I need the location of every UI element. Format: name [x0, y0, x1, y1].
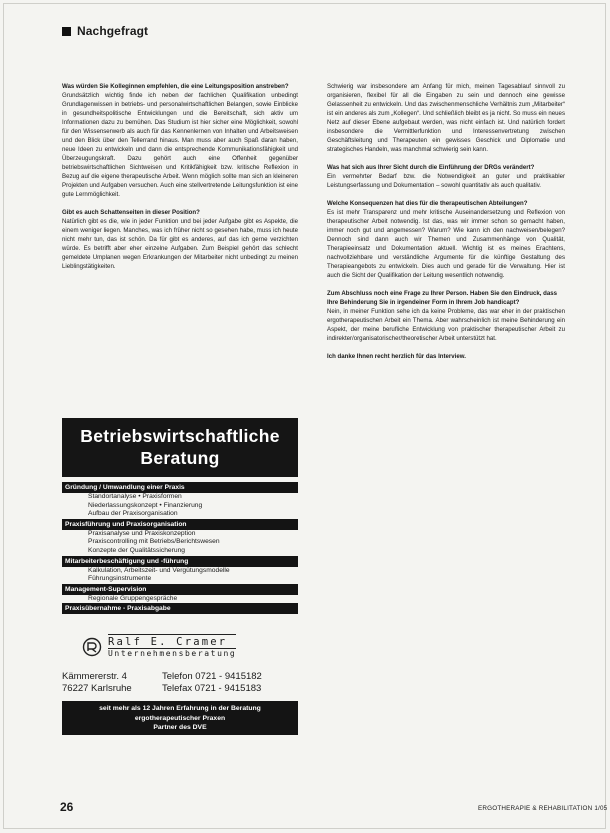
ad-footer-line: Partner des DVE	[153, 723, 207, 731]
service-items	[62, 567, 298, 584]
service-item: Niederlassungskonzept • Finanzierung	[88, 501, 203, 509]
service-category: Management-Supervision	[62, 584, 298, 595]
square-bullet-icon	[62, 27, 71, 36]
address-block	[62, 671, 298, 695]
service-item: Führungsinstrumente	[88, 575, 152, 583]
answer: Schwierig war insbesondere am Anfang für mich, meinen Tagesablauf sinnvoll zu organisieren, flexibel für all die Eingaben zu sein und dennoch eine gewisse Gelassenheit zu entwickeln. Und das zwischenmenschliche Verhältnis zum „Mitarbeiter“ ist ein anderes als zum „Kollegen“. Und schließlich bleibt es ja nicht. So muss ein neues Netz auf dieser Ebene aufgebaut werden, was nicht einfach ist. Und natürlich fordert insbesondere die Vermittlerfunktion und Interessenvertretung zwischen Geschäftsleitung und Therapeuten ein gewisses Geschick und Diplomatie und strategisches Handeln, was manchmal schwierig sein kann.	[327, 83, 565, 153]
section-header	[62, 24, 148, 38]
company-subtitle: Unternehmensberatung	[108, 649, 237, 659]
question: Zum Abschluss noch eine Frage zu Ihrer Person. Haben Sie den Eindruck, dass Ihre Behinderung Sie in irgendeiner Form in Ihrem Job handicapt?	[327, 290, 558, 306]
qa-block	[327, 352, 565, 361]
phone: Telefon 0721 - 9415182	[162, 671, 262, 683]
answer: Nein, in meiner Funktion sehe ich da keine Probleme, das war eher in der praktischen ergotherapeutischen Arbeit ein Thema. Aber wahrscheinlich ist meine Behinderung ein Aspekt, der meine berufliche Entwicklung von praktischer therapeutischer Arbeit zu indirekter/organisatorischer/theoretischer Arbeit unterstützt hat.	[327, 308, 565, 342]
answer: Natürlich gibt es die, wie in jeder Funktion und bei jeder Aufgabe gibt es Aspekte, die einem weniger liegen. Manches, was ich früher nicht so gesehen habe, muss ich heute nicht mehr tun, das ist schön. Da für gibt es anderes, auf das ich gerne verzichten würde. Es betrifft aber eher einzelne Aufgaben. Zum Beispiel gehört das schlecht gemeldete Umplanen wegen Erkrankungen der Mitarbeiter nicht unbedingt zu meinen Lieblingstätigkeiten.	[62, 218, 298, 270]
left-column	[62, 82, 298, 280]
service-item: Praxiscontrolling mit Betriebs/Berichtswesen	[88, 538, 220, 546]
service-item: Aufbau der Praxisorganisation	[88, 510, 178, 518]
company-block	[82, 634, 298, 659]
ad-footer-line: seit mehr als 12 Jahren Erfahrung in der Beratung	[99, 705, 261, 713]
question: Gibt es auch Schattenseiten in dieser Position?	[62, 209, 200, 216]
company-text	[108, 634, 236, 659]
service-items	[62, 493, 298, 519]
qa-block	[327, 82, 565, 154]
advertisement	[62, 418, 298, 735]
service-item: Kalkulation, Arbeitszeit- und Vergütungsmodelle	[88, 566, 230, 574]
qa-block	[62, 82, 298, 199]
city: 76227 Karlsruhe	[62, 683, 132, 695]
service-item: Regionale Gruppengespräche	[88, 594, 178, 602]
service-item: Standortanalyse • Praxisformen	[88, 493, 182, 500]
answer: Grundsätzlich wichtig finde ich neben der fachlichen Qualifikation unbedingt Grundlagenwissen in betriebs- und personalwirtschaftlichen Belangen, sowie Einblicke in gesundheitspolitische Entwicklungen und die Bereitschaft, sich aktiv um Informationen dazu zu bemühen. Das Studium ist hier sicher eine Möglichkeit, sowohl für den Wissenserwerb als auch für das Kennenlernen von Inhalten und Arbeitsweisen und den Blick über den Tellerrand hinaus. Man muss aber auch Spaß daran haben, neue Ideen zu entwickeln und dann die entsprechende Kommunikationsfähigkeit und Überzeugungskraft. Dazu gehört auch eine Offenheit gegenüber betriebswirtschaftlichen Sichtweisen und Kritikfähigkeit bzw. kritische Reflexion in Bezug auf die eigene therapeutische Arbeit. Wenn möglich sollte man sich an kleineren Projekten und Aufgaben versuchen. Auch eine stellvertretende Leitungsfunktion ist eine gute Lernmöglichkeit.	[62, 92, 298, 198]
street: Kämmererstr. 4	[62, 671, 127, 683]
company-name: Ralf E. Cramer	[108, 634, 236, 649]
ad-headline-line-2: Beratung	[140, 448, 220, 468]
service-category: Praxisübernahme - Praxisabgabe	[62, 603, 298, 614]
answer: Es ist mehr Transparenz und mehr kritische Auseinandersetzung und Reflexion von therapeutischer Arbeit notwendig. Ist das, was wir immer schon so gemacht haben, immer noch gut und angemessen? Warum? Wie kann ich den nachweisen/belegen? Dennoch sind dann auch wir Themen und Zusammenhänge von Qualität, Therapieeinsatz und Dokumentation aktuell. Wichtig ist es meines Erachtens, nachvollziehbare und verständliche Argumente für die künftige Gestaltung des Therapieangebots zu entwickeln. Dies auch und gerade für die Verwaltung. Hier ist auch die Sicht der Qualifikation der Leitung wesentlich notwendig.	[327, 209, 565, 279]
ad-services	[62, 482, 298, 614]
ad-footer	[62, 701, 298, 735]
ad-footer-line: ergotherapeutischer Praxen	[134, 714, 226, 722]
qa-block	[327, 163, 565, 190]
right-column	[327, 82, 565, 361]
question: Was hat sich aus Ihrer Sicht durch die Einführung der DRGs verändert?	[327, 164, 535, 171]
question: Was würden Sie Kolleginnen empfehlen, die eine Leitungsposition anstreben?	[62, 83, 289, 90]
answer: Ein vermehrter Bedarf bzw. die Notwendigkeit an guter und praktikabler Leistungserfassung und Dokumentation – sowohl quantitativ als auch qualitativ.	[327, 173, 565, 189]
qa-block	[327, 199, 565, 280]
page-number: 26	[60, 800, 74, 814]
service-category: Gründung / Umwandlung einer Praxis	[62, 482, 298, 493]
qa-block	[327, 289, 565, 343]
fax: Telefax 0721 - 9415183	[162, 683, 262, 695]
question: Welche Konsequenzen hat dies für die therapeutischen Abteilungen?	[327, 200, 528, 207]
service-items	[62, 595, 298, 604]
qa-block	[62, 208, 298, 271]
company-logo-icon	[82, 637, 102, 657]
service-category: Praxisführung und Praxisorganisation	[62, 519, 298, 530]
service-item: Praxisanalyse und Praxiskonzeption	[88, 529, 196, 537]
closing-thanks: Ich danke Ihnen recht herzlich für das Interview.	[327, 353, 466, 360]
section-title: Nachgefragt	[77, 24, 149, 38]
ad-headline-line-1: Betriebswirtschaftliche	[80, 426, 280, 446]
journal-name: ERGOTHERAPIE & REHABILITATION 1/05	[478, 805, 608, 812]
service-category: Mitarbeiterbeschäftigung und -führung	[62, 556, 298, 567]
ad-headline	[62, 418, 298, 477]
service-items	[62, 530, 298, 556]
service-item: Konzepte der Qualitätssicherung	[88, 546, 186, 554]
